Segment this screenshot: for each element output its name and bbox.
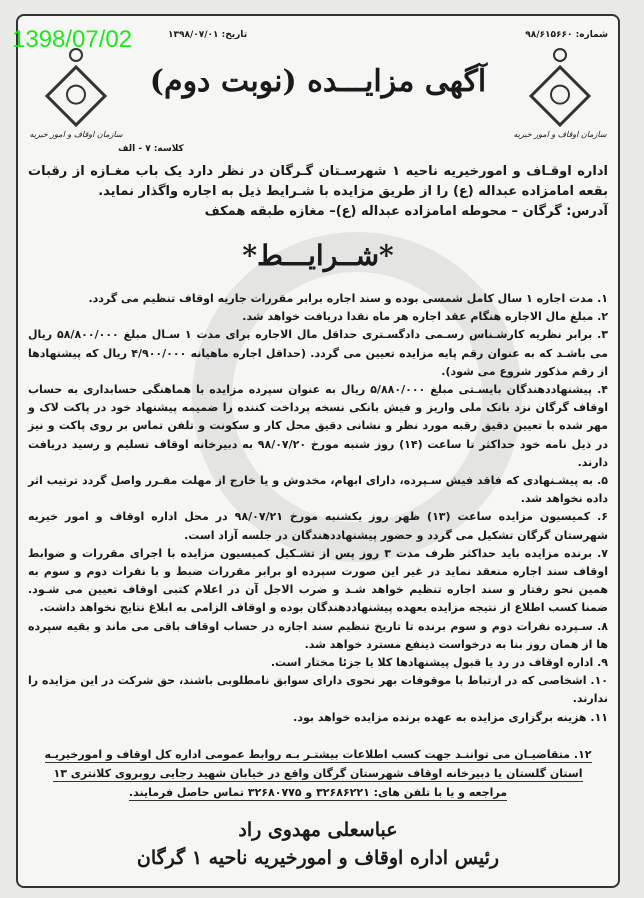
address: آدرس: گرگان – محوطه امامزاده عبداله (ع)– مغازه طبقه همکف [204,204,608,219]
class-row [28,144,608,154]
overlay-date-stamp: 1398/07/02 [12,26,133,53]
class-number: کلاسه: ۷ - الف [118,144,184,154]
signatory-position: رئیس اداره اوقاف و امورخیریه ناحیه ۱ گرگان [136,846,500,869]
signature-block [28,816,608,872]
condition-item: ۴. پیشنهاددهندگان بایسـتی مبلغ ۵/۸۸۰/۰۰۰ ریال به عنوان سپرده مزایده با هماهنگی حسابداری به حساب اوقاف گرگان نزد بانک ملی واریز و فیش بانکی نسخه پرداخت کننده را ضمیمه پیشنهاد خود در پاکت لاک و مهر شده با تعیین دقیق رقبه مورد نظر و نشانی دقیق محل کار و سکونت و تلفن تماس بر روی پاکت و نیز در ذیل نامه خود حداکثر تا ساعت (۱۴) روز شنبه مورخ ۹۸/۰۷/۲۰ به دبیرخانه اوقاف تسلیم و رسید دریافت دارند. [28,383,608,469]
logo-caption: سازمان اوقاف و امور خیریه [29,130,123,139]
condition-item: ۶. کمیسیون مزایده ساعت (۱۳) ظهر روز یکشنبه مورخ ۹۸/۰۷/۲۱ در محل اداره اوقاف و امور خیریه شهرستان گرگان تشکیل می گردد و حضور پیشنهاددهندگان در جلسه آزاد است. [28,510,609,542]
document-date: تاریخ: ۱۳۹۸/۰۷/۰۱ [168,30,248,40]
logo-caption: سازمان اوقاف و امور خیریه [513,130,607,139]
auction-notice-document [16,14,620,888]
condition-item: ۱. مدت اجاره ۱ سال کامل شمسی بوده و سند اجاره برابر مقررات جاریه اوقاف تنظیم می گردد. [88,292,608,305]
condition-item: ۹. اداره اوقاف در رد یا قبول پیشنهادها کلا یا جزئا مختار است. [270,656,608,670]
contact-notice-text: ۱۲. متقاضیـان می تواننـد جهت کسب اطلاعات بیشتـر بـه روابط عمومی اداره کل اوقاف و امورخیریـه استان گلستان یا دبیرخانه اوقاف شهرستان گرگان واقع در خیابان شهید رجایی روبروی کلانتری ۱۳ مراجعه و یا با تلفن های: ۳۲۶۸۶۲۲۱ و ۳۲۶۸۰۷۷۵ تماس حاصل فرمایند. [44,747,592,799]
signatory-name: عباسعلی مهدوی راد [238,818,398,841]
document-content [28,24,608,872]
org-logo-left [28,48,124,140]
condition-item: ۱۰. اشخاصی که در ارتباط با موقوفات بهر نحوی دارای سوابق نامطلوبی باشند، حق شرکت در این مزایده را ندارند. [28,674,608,706]
emblem-icon [553,48,567,62]
document-number: شماره: ۹۸/۶۱۵۶۶۰ [525,30,608,40]
conditions-title: *شــرایـــط* [242,239,394,272]
title-row [28,48,608,140]
condition-item: ۷. برنده مزایده باید حداکثر ظرف مدت ۳ روز پس از تشـکیل کمیسیون مزایده با اجرای مقررات و ضوابط اوقاف سند اجاره منعقد نماید در غیر این صورت سپرده او برابر مقررات ضبط و با نفرات دوم و سوم به همین نحو رفتار و سند اجاره تنظیم خواهد شـد و ضرب الاجل آن در اعلام کتبی اوقاف تعیین می شـود. ضمنا کسب اطلاع از نتیجه مزایده بعهده پیشنهاددهندگان بوده و اوقاف الزامی به ابلاغ نتایج نخواهد داشت. [28,546,608,615]
condition-item: ۳. برابر نظریه کارشـناس رسـمی دادگسـتری حداقل مال الاجاره برای مدت ۱ سـال مبلغ ۵۸/۸۰۰/۰۰۰ ریال می باشـد که به عنوان رقم پایه مزایده تعیین می گردد. (حداقل اجاره ماهیانه ۴/۹۰۰/۰۰۰ ریال که پیشنهادها از رقم مذکور شروع می شود). [28,328,609,378]
page-title: آگهی مزایـــده (نوبت دوم) [149,64,487,99]
conditions-list [28,290,608,727]
condition-item: ۸. سـپرده نفرات دوم و سوم برنده تا تاریخ تنظیم سند اجاره در حساب اوقاف باقی می ماند و بقیه سپرده ها از همان روز بنا به درخواست ذینفع مسترد خواهد شد. [28,619,608,651]
intro-text: اداره اوقـاف و امورخیریه ناحیه ۱ شهرسـتان گـرگان در نظر دارد یک باب مغـازه از رقبات بقعه امامزاده عبداله (ع) را از طریق مزایده با شـرایط ذیل به اجاره واگذار نماید. [28,164,608,199]
org-logo-right [512,48,608,140]
logo-mark-icon [529,65,591,127]
condition-item: ۲. مبلغ مال الاجاره هنگام عقد اجاره هر ماه نقدا دریافت خواهد شد. [242,310,608,324]
intro-paragraph [28,162,608,222]
condition-item: ۵. به پیشـنهادی که فاقد فیش سـپرده، دارای ابهام، مخدوش و یا خارج از مهلت مقـرر واصل گردد ترتیب اثر داده نخواهد شد. [28,474,608,506]
logo-mark-icon [45,65,107,127]
condition-item: ۱۱. هزینه برگزاری مزایده به عهده برنده مزایده خواهد بود. [293,710,608,724]
contact-notice [38,745,598,802]
